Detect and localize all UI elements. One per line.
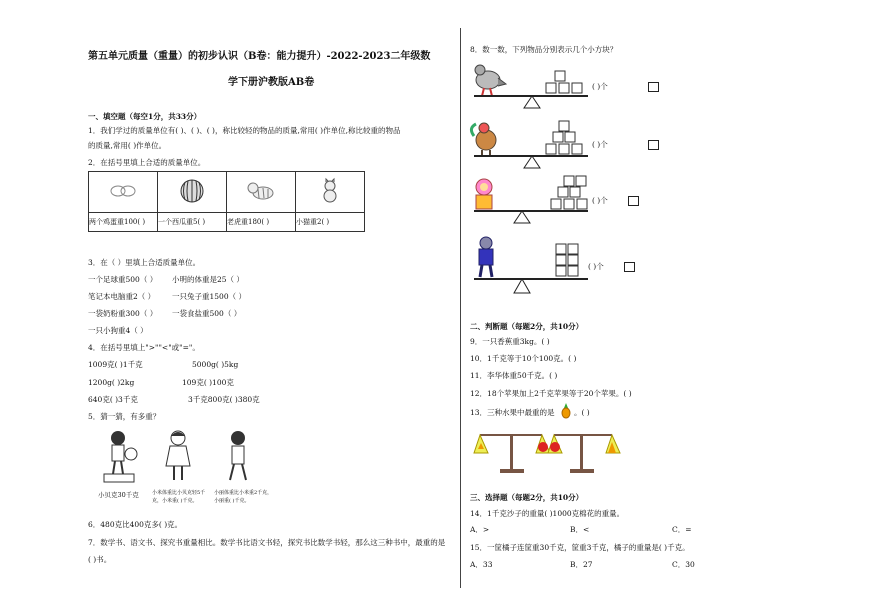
q7-line-1: 7．数学书、语文书、探究书重量相比。数学书比语文书轻，探究书比数学书轻，那么这三种书中，最重的是 <box>88 538 446 547</box>
girl-walking-picture <box>218 428 258 488</box>
q8-answer-2: ( )个 <box>592 140 608 149</box>
q4-text: 4．在括号里填上">""<"或"="。 <box>88 343 200 352</box>
q4-item-2: 5000g( )5kg <box>192 360 239 369</box>
section-multiple-choice: 三、选择题（每题2分，共10分） <box>470 493 584 502</box>
egg-picture <box>89 172 158 213</box>
cubes-group-2 <box>545 120 587 156</box>
column-divider <box>460 28 461 588</box>
title-line-1: 第五单元质量（重量）的初步认识（B卷：能力提升）-2022-2023二年级数 <box>88 51 431 62</box>
q15-text: 15．一筐橘子连筐重30千克，筐重3千克，橘子的重量是( )千克。 <box>470 543 690 552</box>
q14-option-a: A．> <box>470 525 490 534</box>
q6-text: 6．480克比400克多( )克。 <box>88 520 183 529</box>
q8-text: 8．数一数，下列物品分别表示几个小方块？ <box>470 45 618 54</box>
q14-option-b: B．< <box>570 525 590 534</box>
q10-text: 10．1千克等于10个100克。( ) <box>470 354 577 363</box>
caption-kid-1: 小贝克30千克 <box>98 491 139 499</box>
table-cell-watermelon: 一个西瓜重5( ) <box>158 213 227 232</box>
q15-option-c: C．30 <box>672 560 695 569</box>
q7-line-2: ( )书。 <box>88 555 112 564</box>
q1-line-2: 的质量,常用( )作单位。 <box>88 141 167 150</box>
cubes-group-4 <box>555 243 585 279</box>
kid-on-scale-picture <box>98 428 148 488</box>
caption-kid-2-line-1: 小米体重比小贝克轻5千 <box>152 490 206 496</box>
q8-answer-3: ( )个 <box>592 196 608 205</box>
q13-blank: 。( ) <box>574 408 590 417</box>
pineapple-icon <box>561 403 571 419</box>
q14-text: 14．1千克沙子的重量( )1000克棉花的重量。 <box>470 509 625 518</box>
table-cell-cat: 小猫重2( ) <box>296 213 365 232</box>
cube-icon <box>648 82 659 92</box>
q13-text: 13．三种水果中最重的是 <box>470 408 555 417</box>
title-line-2: 学下册沪教版AB卷 <box>228 77 315 88</box>
q8-answer-1: ( )个 <box>592 82 608 91</box>
q1-line-1: 1．我们学过的质量单位有( )、( )、( )，称比较轻的物品的质量,常用( )作单位,称比较重的物品 <box>88 126 401 135</box>
q4-item-1: 1009克( )1千克 <box>88 360 143 369</box>
caption-kid-2-line-2: 克，小米重( )千克。 <box>152 498 198 504</box>
q4-item-3: 1200g( )2kg <box>88 378 135 387</box>
q8-answer-4: ( )个 <box>588 262 604 271</box>
q3-item-dog: 一只小狗重4（ ） <box>88 326 148 335</box>
q3-item-rabbit: 一只兔子重1500（ ） <box>172 292 246 301</box>
q3-text: 3．在（ ）里填上合适质量单位。 <box>88 258 201 267</box>
q3-item-milk: 一袋奶粉重300（ ） <box>88 309 158 318</box>
q4-item-5: 640克( )3千克 <box>88 395 138 404</box>
q14-option-c: C．= <box>672 525 692 534</box>
table-cell-tiger: 老虎重180( ) <box>227 213 296 232</box>
cat-picture <box>296 172 365 213</box>
cube-icon <box>624 262 635 272</box>
q4-item-4: 109克( )100克 <box>182 378 234 387</box>
q4-item-6: 3千克800克( )380克 <box>188 395 260 404</box>
q2-table <box>88 171 365 232</box>
cube-icon <box>628 196 639 206</box>
section-true-false: 二、判断题（每题2分，共10分） <box>470 322 584 331</box>
q3-item-football: 一个足球重500（ ） <box>88 275 158 284</box>
q12-text: 12．18个苹果加上2千克苹果等于20个苹果。( ) <box>470 389 632 398</box>
fruit-balances-picture <box>470 425 620 475</box>
cubes-group-3 <box>550 175 592 211</box>
girl-picture <box>158 428 198 488</box>
q11-text: 11．李华体重50千克。( ) <box>470 371 558 380</box>
tiger-picture <box>227 172 296 213</box>
caption-kid-3-line-1: 小丽体重比小米重2千克， <box>214 490 273 496</box>
q2-text: 2．在括号里填上合适的质量单位。 <box>88 158 206 167</box>
q3-item-salt: 一袋食盐重500（ ） <box>172 309 242 318</box>
caption-kid-3-line-2: 小丽重( )千克。 <box>214 498 250 504</box>
cubes-group-1 <box>545 70 587 96</box>
q3-item-laptop: 笔记本电脑重2（ ） <box>88 292 156 301</box>
q3-item-xiaoming: 小明的体重是25（ ） <box>172 275 244 284</box>
q9-text: 9．一只香蕉重3kg。( ) <box>470 337 550 346</box>
section-fill-blank: 一、填空题（每空1分，共33分） <box>88 112 202 121</box>
cube-icon <box>648 140 659 150</box>
q15-option-a: A．33 <box>470 560 493 569</box>
q15-option-b: B．27 <box>570 560 593 569</box>
q5-text: 5．猜一猜，有多重？ <box>88 412 161 421</box>
table-cell-egg: 两个鸡蛋重100( ) <box>89 213 158 232</box>
watermelon-picture <box>158 172 227 213</box>
